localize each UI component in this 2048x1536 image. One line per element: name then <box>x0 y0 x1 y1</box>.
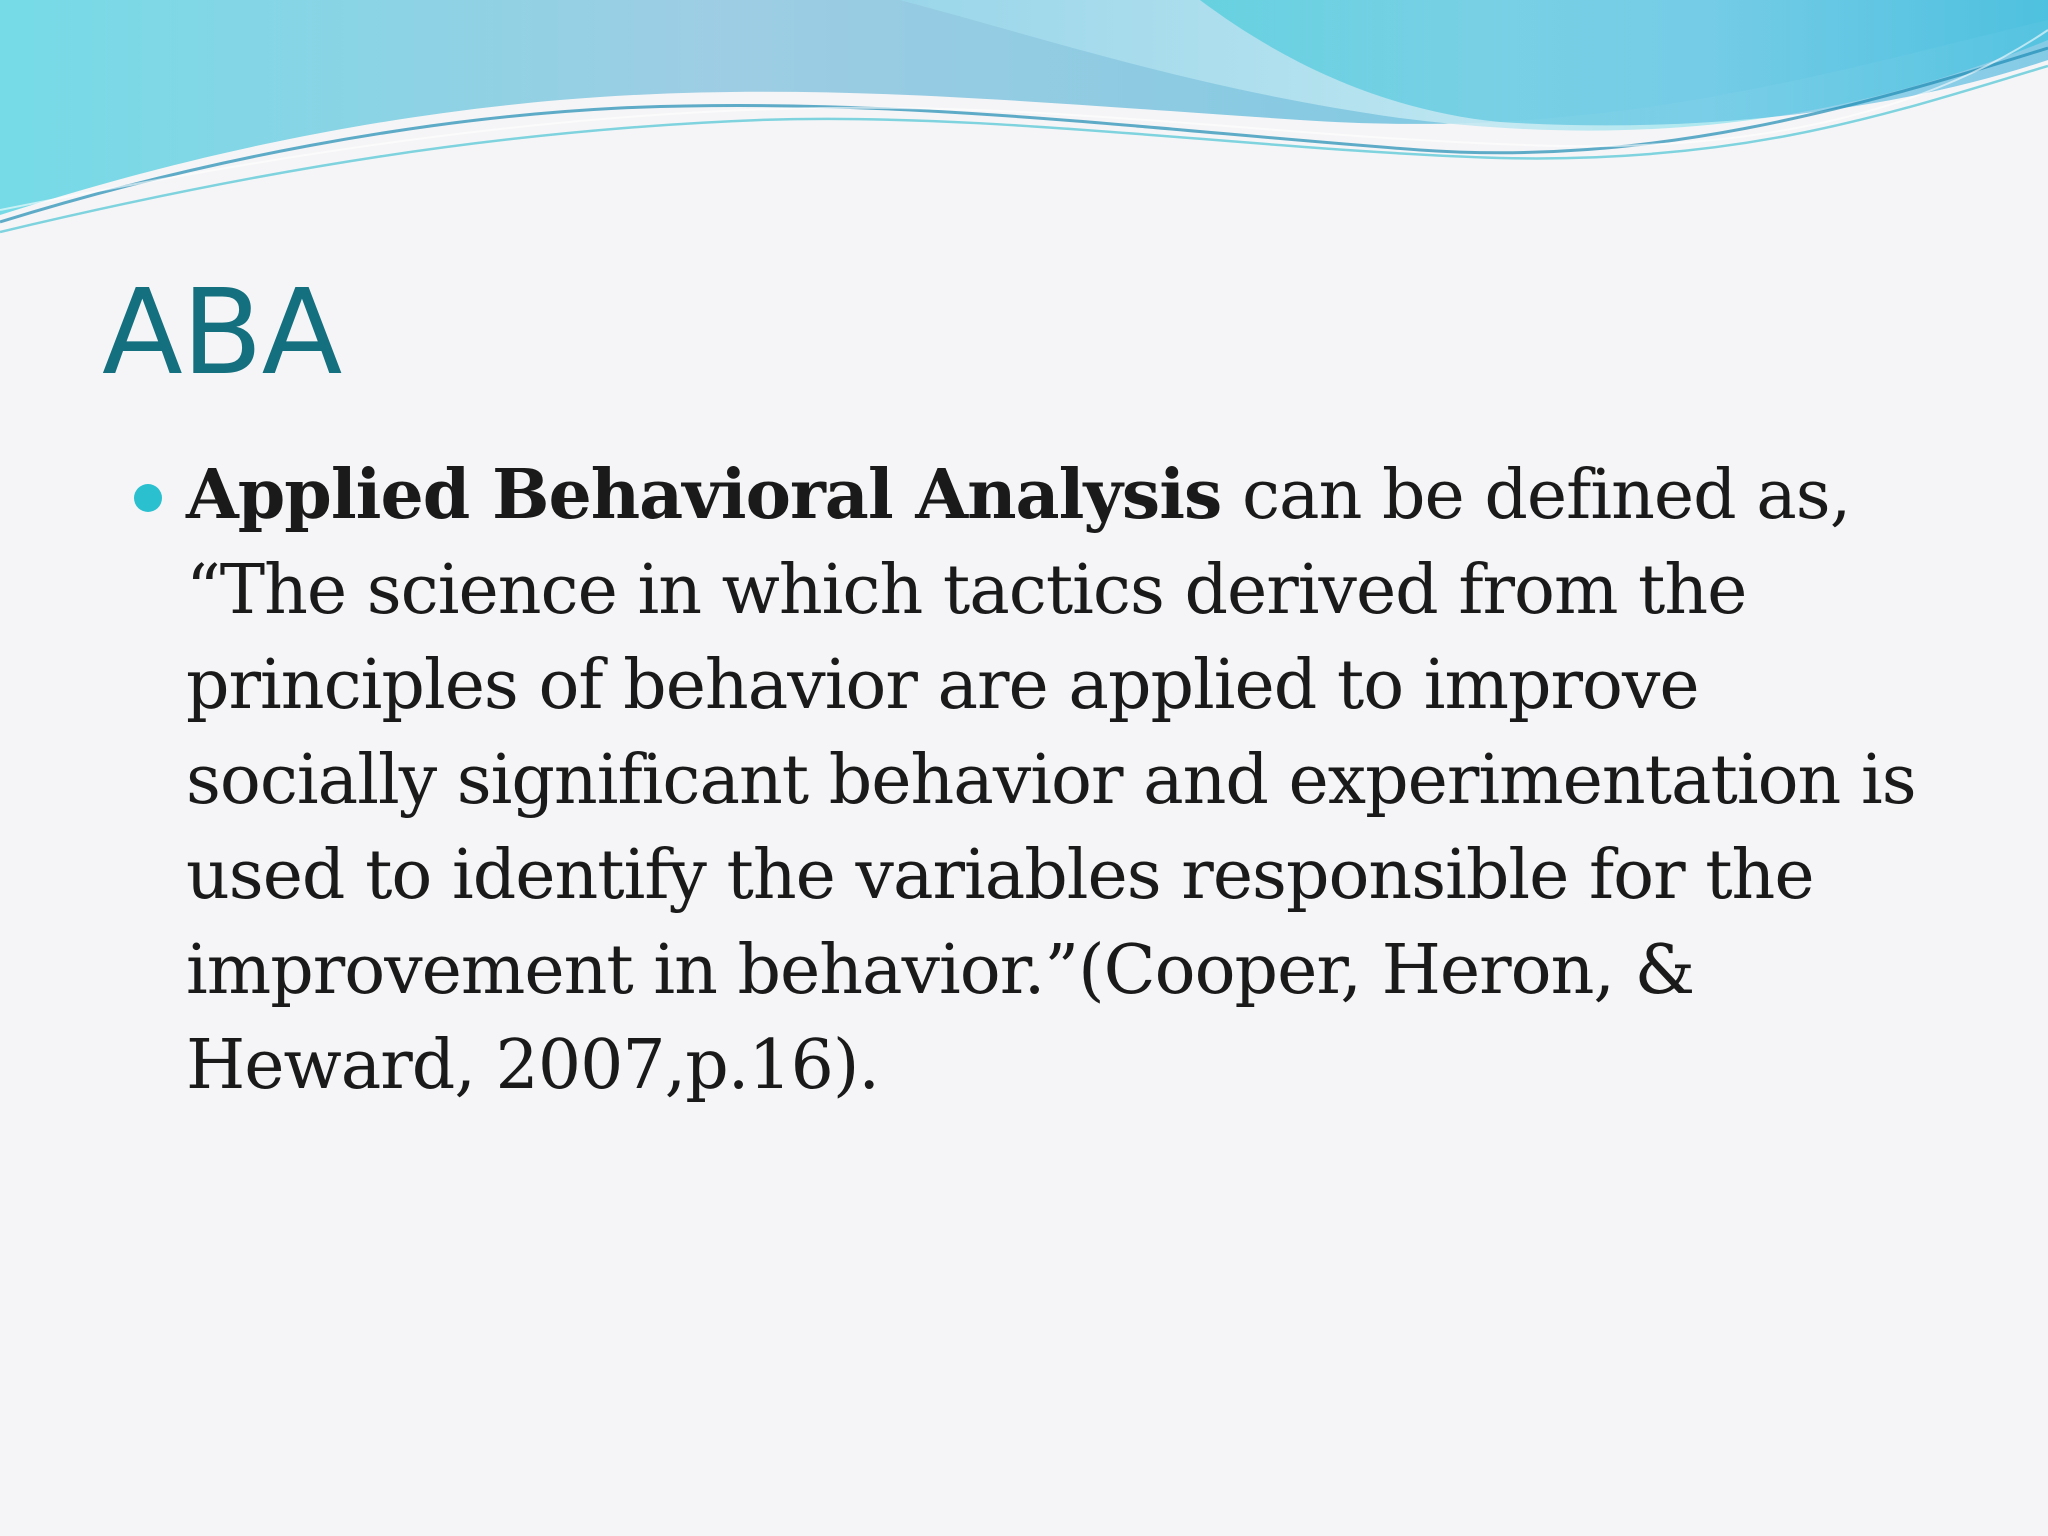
bullet-item-aba-definition <box>130 448 1930 1113</box>
bullet-term: Applied Behavioral Analysis <box>186 455 1222 535</box>
bullet-text: can be defined as, “The science in which tactics derived from the principles of behavior are applied to improve socially significant behavior and experimentation is used to identify the variables responsible for the improvement in behavior.”(Cooper, Heron, & Heward, 2007,p.16). <box>186 456 1916 1105</box>
bullet-dot-icon <box>134 484 162 512</box>
slide-title: ABA <box>102 263 342 401</box>
header-wave-decoration <box>0 0 2048 240</box>
bullet-list <box>130 448 1930 1113</box>
